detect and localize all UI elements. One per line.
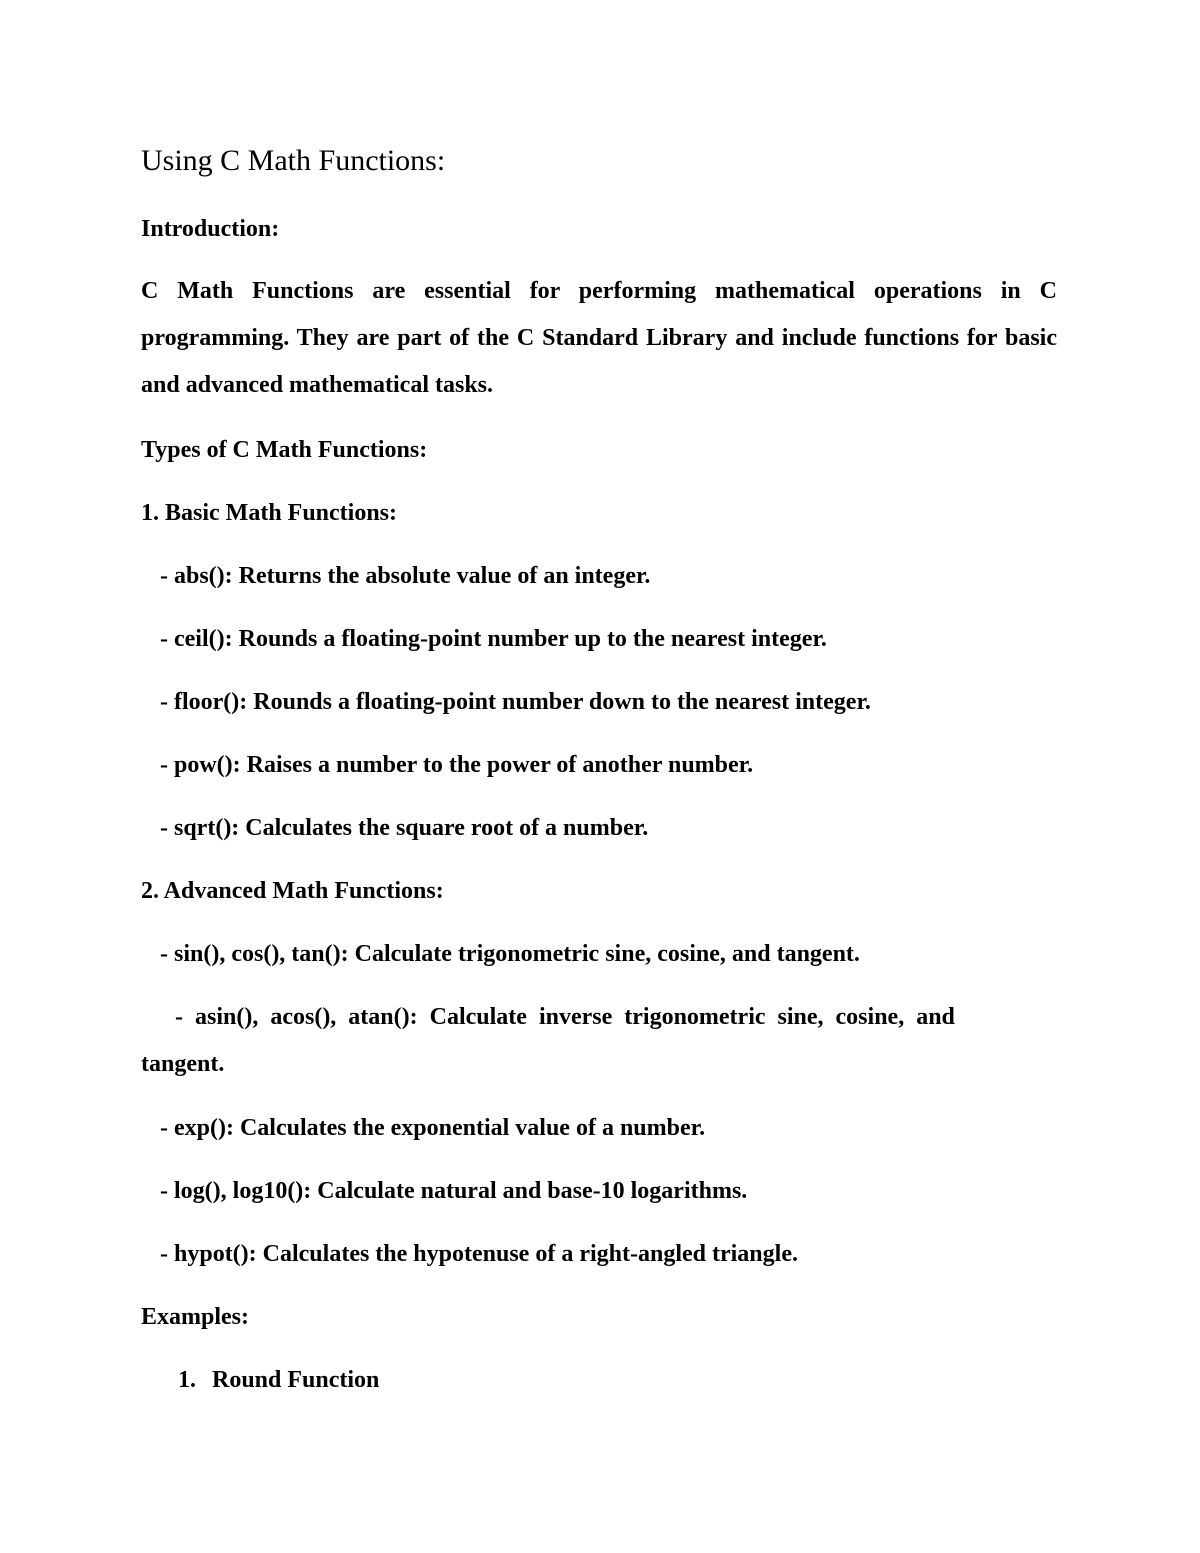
basic-functions-heading: 1. Basic Math Functions: xyxy=(141,500,398,526)
types-heading: Types of C Math Functions: xyxy=(141,437,428,463)
advanced-item-inverse-trig-line1: - asin(), acos(), atan(): Calculate inverse trigonometric sine, cosine, and xyxy=(175,1004,955,1030)
document-title: Using C Math Functions: xyxy=(141,144,446,177)
example-item-round xyxy=(178,1365,379,1395)
introduction-heading: Introduction: xyxy=(141,216,280,242)
advanced-item-trig: - sin(), cos(), tan(): Calculate trigonometric sine, cosine, and tangent. xyxy=(160,941,860,967)
basic-item-ceil: - ceil(): Rounds a floating-point number up to the nearest integer. xyxy=(160,626,827,652)
basic-item-floor: - floor(): Rounds a floating-point number down to the nearest integer. xyxy=(160,689,871,715)
advanced-item-log: - log(), log10(): Calculate natural and base-10 logarithms. xyxy=(160,1178,748,1204)
example-item-label: Round Function xyxy=(212,1367,380,1393)
advanced-functions-heading: 2. Advanced Math Functions: xyxy=(141,878,444,904)
advanced-item-inverse-trig-line2: tangent. xyxy=(141,1051,225,1077)
advanced-item-exp: - exp(): Calculates the exponential value of a number. xyxy=(160,1115,706,1141)
basic-item-pow: - pow(): Raises a number to the power of another number. xyxy=(160,752,754,778)
advanced-item-hypot: - hypot(): Calculates the hypotenuse of a right-angled triangle. xyxy=(160,1241,798,1267)
basic-item-sqrt: - sqrt(): Calculates the square root of a number. xyxy=(160,815,649,841)
basic-item-abs: - abs(): Returns the absolute value of an integer. xyxy=(160,563,651,589)
example-item-number: 1. xyxy=(178,1367,196,1393)
examples-heading: Examples: xyxy=(141,1304,249,1330)
advanced-item-inverse-trig xyxy=(141,994,1057,1088)
introduction-paragraph: C Math Functions are essential for performing mathematical operations in C programming. They are part of the C Standard Library and include functions for basic and advanced mathematical tasks. xyxy=(141,278,1057,398)
